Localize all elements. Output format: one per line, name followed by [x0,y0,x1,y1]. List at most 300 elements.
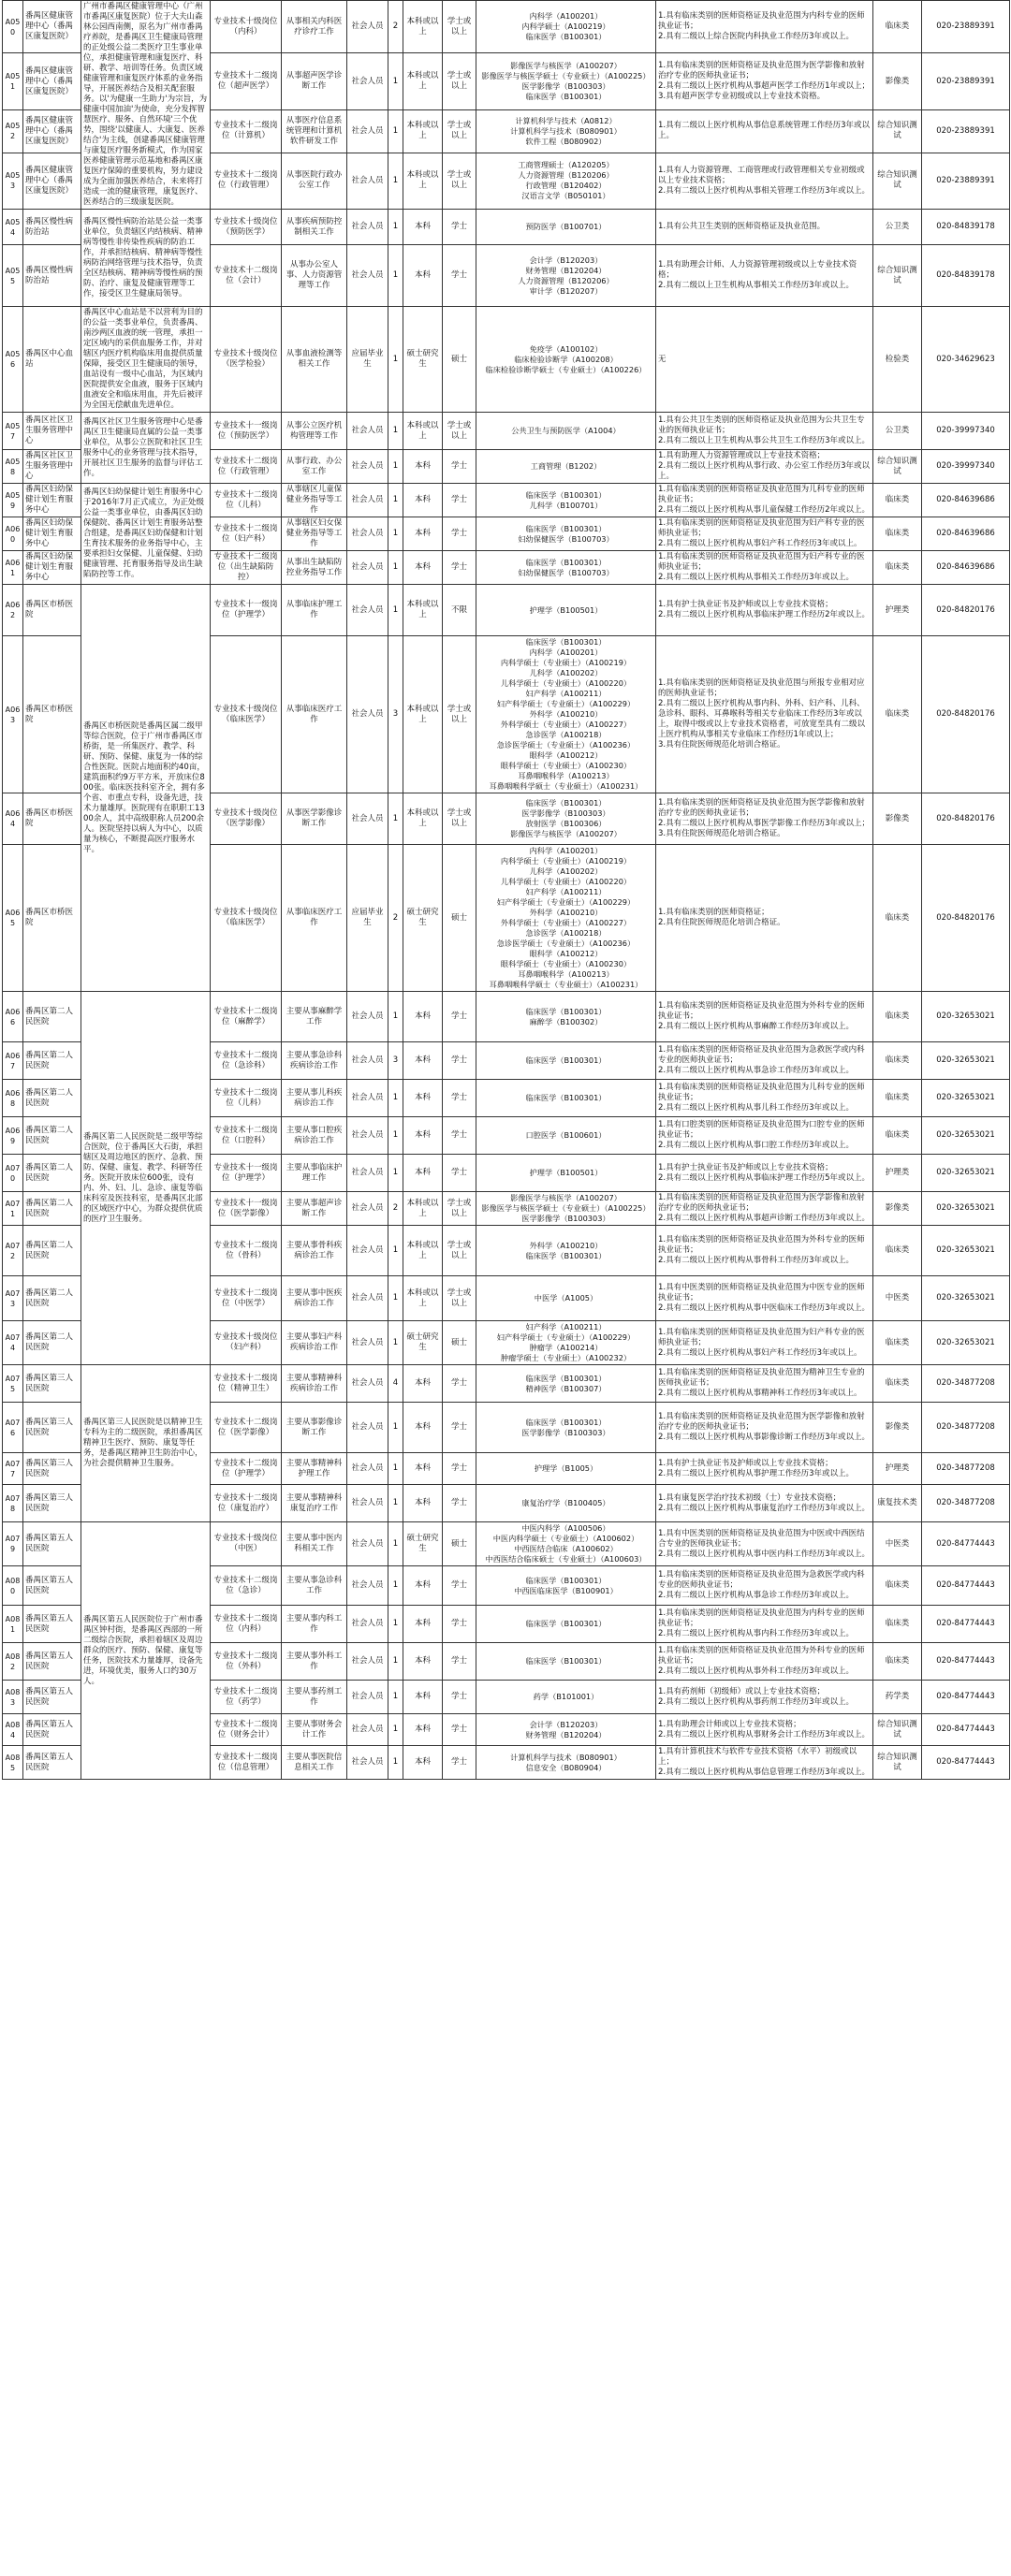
count-cell: 1 [388,1226,403,1276]
major-cell: 外科学（A100210） 临床医学（B100301） [476,1226,656,1276]
duty-cell: 主要从事中医疾病诊治工作 [282,1276,347,1321]
degree-cell: 学士或以上 [443,636,476,793]
unit-name-cell: 番禺区第三人民医院 [23,1403,81,1453]
exam-type-cell: 临床类 [873,636,922,793]
degree-cell: 学士或以上 [443,793,476,845]
post-name-cell: 专业技术十级岗位（临床医学） [211,845,282,992]
count-cell: 1 [388,1566,403,1606]
post-name-cell: 专业技术十二级岗位（财务会计） [211,1714,282,1746]
unit-name-cell: 番禺区第五人民医院 [23,1681,81,1714]
degree-cell: 学士 [443,1080,476,1117]
post-name-cell: 专业技术十一级岗位（预防医学） [211,413,282,450]
degree-cell: 学士 [443,1485,476,1522]
phone-cell: 020-23889391 [922,153,1010,209]
education-cell: 硕士研究生 [403,1321,443,1365]
unit-name-cell: 番禺区妇幼保健计划生育服务中心 [23,517,81,551]
requirement-cell: 1.具有临床类别的医师资格证及执业范围为急救医学或内科专业的医师执业证书； 2.具有二级以上医疗机构从事急诊工作经历3年或以上。 [656,1042,873,1080]
education-cell: 本科 [403,1566,443,1606]
exam-type-cell: 综合知识测试 [873,109,922,153]
post-code-cell: A077 [3,1453,23,1485]
post-name-cell: 专业技术十一级岗位（护理学） [211,1155,282,1192]
target-cell: 社会人员 [347,1276,388,1321]
phone-cell: 020-84639686 [922,484,1010,517]
degree-cell: 学士 [443,1042,476,1080]
unit-name-cell: 番禺区健康管理中心（番禺区康复医院） [23,109,81,153]
phone-cell: 020-84774443 [922,1606,1010,1643]
phone-cell: 020-32653021 [922,1155,1010,1192]
degree-cell: 学士 [443,551,476,585]
unit-name-cell: 番禺区第二人民医院 [23,1226,81,1276]
major-cell: 预防医学（B100701） [476,210,656,245]
requirement-cell: 无 [656,307,873,413]
education-cell: 本科 [403,210,443,245]
major-cell: 临床医学（B100301） 麻醉学（B100302） [476,992,656,1042]
education-cell: 本科或以上 [403,636,443,793]
major-cell: 妇产科学（A100211） 妇产科学硕士（专业硕士）（A100229） 肿瘤学（A100214） 肿瘤学硕士（专业硕士）（A100232） [476,1321,656,1365]
phone-cell: 020-39997340 [922,450,1010,484]
post-name-cell: 专业技术十二级岗位（口腔科） [211,1117,282,1155]
post-name-cell: 专业技术十级岗位（预防医学） [211,210,282,245]
post-code-cell: A083 [3,1681,23,1714]
target-cell: 社会人员 [347,53,388,109]
count-cell: 1 [388,585,403,636]
post-code-cell: A063 [3,636,23,793]
requirement-cell: 1.具有临床类别的医师资格证及执业范围为外科专业的医师执业证书； 2.具有二级以上医疗机构从事骨科工作经历3年或以上。 [656,1226,873,1276]
post-name-cell: 专业技术十级岗位（临床医学） [211,636,282,793]
requirement-cell: 1.具有公共卫生类别的医师资格证及执业范围。 [656,210,873,245]
phone-cell: 020-32653021 [922,1117,1010,1155]
count-cell: 3 [388,1042,403,1080]
degree-cell: 学士 [443,484,476,517]
major-cell: 护理学（B100501） [476,585,656,636]
post-code-cell: A066 [3,992,23,1042]
major-cell: 内科学（A100201） 内科学硕士（专业硕士）（A100219） 儿科学（A100202） 儿科学硕士（专业硕士）（A100220） 妇产科学（A100211） 妇产科学硕士（专业硕士）（A100229） 外科学（A100210） 外科学硕士（专业硕士）（A100227） 急诊医学（A100218） 急诊医学硕士（专业硕士）（A100236） 眼科学（A100212） 眼科学硕士（专业硕士）（A100230） 耳鼻咽喉科学（A100213） 耳鼻咽喉科学硕士（专业硕士）（A100231） [476,845,656,992]
degree-cell: 学士或以上 [443,1192,476,1226]
major-cell: 临床医学（B100301） 医学影像学（B100303） 放射医学（B100306） 影像医学与核医学（A100207） [476,793,656,845]
exam-type-cell: 临床类 [873,1643,922,1681]
post-code-cell: A081 [3,1606,23,1643]
phone-cell: 020-84820176 [922,585,1010,636]
target-cell: 应届毕业生 [347,307,388,413]
post-name-cell: 专业技术十二级岗位（信息管理） [211,1746,282,1780]
exam-type-cell: 中医类 [873,1522,922,1566]
phone-cell: 020-84774443 [922,1522,1010,1566]
target-cell: 社会人员 [347,210,388,245]
major-cell: 康复治疗学（B100405） [476,1485,656,1522]
phone-cell: 020-34877208 [922,1453,1010,1485]
phone-cell: 020-84639686 [922,517,1010,551]
phone-cell: 020-32653021 [922,1080,1010,1117]
post-name-cell: 专业技术十二级岗位（麻醉学） [211,992,282,1042]
post-name-cell: 专业技术十二级岗位（急诊科） [211,1042,282,1080]
phone-cell: 020-34629623 [922,307,1010,413]
target-cell: 社会人员 [347,109,388,153]
phone-cell: 020-23889391 [922,53,1010,109]
count-cell: 2 [388,845,403,992]
education-cell: 本科或以上 [403,793,443,845]
duty-cell: 从事行政、办公室工作 [282,450,347,484]
post-code-cell: A080 [3,1566,23,1606]
requirement-cell: 1.具有助理会计师、人力资源管理初级或以上专业技术资格； 2.具有二级以上卫生机构从事相关工作经历3年或以上。 [656,245,873,307]
requirement-cell: 1.具有中医类别的医师资格证及执业范围为中医专业的医师执业证书； 2.具有二级以上医疗机构从事中医临床工作经历3年或以上。 [656,1276,873,1321]
major-cell: 计算机科学与技术（B080901） 信息安全（B080904） [476,1746,656,1780]
post-code-cell: A078 [3,1485,23,1522]
post-name-cell: 专业技术十二级岗位（计算机） [211,109,282,153]
requirement-cell: 1.具有临床类别的医师资格证及执业范围为儿科专业的医师执业证书； 2.具有二级以上医疗机构从事儿童保健工作经历2年或以上。 [656,484,873,517]
requirement-cell: 1.具有临床类别的医师资格证及执业范围与所报专业相对应的医师执业证书； 2.具有二级以上医疗机构从事内科、外科、妇产科、儿科、急诊科、眼科、耳鼻喉科等相关专业临床工作经历3年或以上，取得中级或以上专业技术资格者，可放宽至具有二级以上医疗机构从事相关专业临床工作经历1年或以上； 3.具有住院医师规范化培训合格证。 [656,636,873,793]
duty-cell: 从事相关内科医疗诊疗工作 [282,1,347,53]
unit-name-cell: 番禺区慢性病防治站 [23,210,81,245]
requirement-cell: 1.具有护士执业证书及护师或以上专业技术资格； 2.具有二级以上医疗机构从事临床护理工作经历2年或以上。 [656,585,873,636]
requirement-cell: 1.具有计算机技术与软件专业技术资格（水平）初级或以上； 2.具有二级以上医疗机构从事信息管理工作经历3年或以上。 [656,1746,873,1780]
unit-name-cell: 番禺区第二人民医院 [23,1080,81,1117]
education-cell: 本科 [403,1042,443,1080]
education-cell: 本科 [403,1746,443,1780]
requirement-cell: 1.具有护士执业证书及护师或以上专业技术资格； 2.具有二级以上医疗机构从事护理工作经历3年或以上。 [656,1453,873,1485]
exam-type-cell: 综合知识测试 [873,1746,922,1780]
requirement-cell: 1.具有临床类别的医师资格证及执业范围为外科专业的医师执业证书； 2.具有二级以上医疗机构从事麻醉工作经历3年或以上。 [656,992,873,1042]
education-cell: 本科 [403,1606,443,1643]
education-cell: 本科 [403,1117,443,1155]
target-cell: 社会人员 [347,1453,388,1485]
target-cell: 社会人员 [347,413,388,450]
duty-cell: 从事辖区妇女保健业务指导等工作 [282,517,347,551]
major-cell: 免疫学（A100102） 临床检验诊断学（A100208） 临床检验诊断学硕士（专业硕士）（A100226） [476,307,656,413]
requirement-cell: 1.具有药剂师（初级师）或以上专业技术资格； 2.具有二级以上医疗机构从事药剂工作经历3年或以上。 [656,1681,873,1714]
post-code-cell: A057 [3,413,23,450]
major-cell: 临床医学（B100301） 医学影像学（B100303） [476,1403,656,1453]
table-row [3,210,1010,245]
requirement-cell: 1.具有临床类别的医师资格证及执业范围为儿科专业的医师执业证书； 2.具有二级以上医疗机构从事儿科工作经历3年或以上。 [656,1080,873,1117]
degree-cell: 硕士 [443,1321,476,1365]
phone-cell: 020-23889391 [922,1,1010,53]
requirement-cell: 1.具有中医类别的医师资格证及执业范围为中医或中西医结合专业的医师执业证书； 2.具有二级以上医疗机构从事中医内科工作经历3年或以上。 [656,1522,873,1566]
degree-cell: 硕士 [443,307,476,413]
count-cell: 1 [388,1522,403,1566]
unit-name-cell: 番禺区第二人民医院 [23,1321,81,1365]
phone-cell: 020-84820176 [922,636,1010,793]
unit-intro-cell: 番禺区慢性病防治站是公益一类事业单位，负责辖区内结核病、精神病等慢性非传染性疾病的防治工作，并承担结核病、精神病等慢性病防治网络管理与技术指导，负责全区结核病、精神病等慢性病的预防、治疗、康复及健康管理等工作，接受区卫生健康局领导。 [81,210,211,307]
major-cell: 中医学（A1005） [476,1276,656,1321]
requirement-cell: 1.具有人力资源管理、工商管理或行政管理相关专业初级或以上专业技术资格； 2.具有二级以上医疗机构从事相关管理工作经历3年或以上。 [656,153,873,209]
post-code-cell: A076 [3,1403,23,1453]
exam-type-cell: 临床类 [873,517,922,551]
post-code-cell: A082 [3,1643,23,1681]
post-code-cell: A067 [3,1042,23,1080]
degree-cell: 学士 [443,1566,476,1606]
education-cell: 本科 [403,1714,443,1746]
post-code-cell: A065 [3,845,23,992]
target-cell: 社会人员 [347,1485,388,1522]
post-code-cell: A053 [3,153,23,209]
unit-name-cell: 番禺区第五人民医院 [23,1746,81,1780]
target-cell: 社会人员 [347,1606,388,1643]
target-cell: 社会人员 [347,245,388,307]
count-cell: 1 [388,793,403,845]
phone-cell: 020-23889391 [922,109,1010,153]
major-cell: 内科学（A100201） 内科学硕士（A100219） 临床医学（B100301） [476,1,656,53]
unit-name-cell: 番禺区第五人民医院 [23,1643,81,1681]
requirement-cell: 1.具有临床类别的医师资格证及执业范围为急救医学或内科专业的医师执业证书； 2.具有二级以上医疗机构从事急诊工作经历3年或以上。 [656,1566,873,1606]
duty-cell: 主要从事精神科护理工作 [282,1453,347,1485]
duty-cell: 从事医院行政办公室工作 [282,153,347,209]
education-cell: 本科或以上 [403,413,443,450]
duty-cell: 从事办公室人事、人力资源管理等工作 [282,245,347,307]
exam-type-cell: 影像类 [873,793,922,845]
major-cell: 影像医学与核医学（A100207） 影像医学与核医学硕士（专业硕士）（A100225） 医学影像学（B100303） [476,1192,656,1226]
exam-type-cell: 综合知识测试 [873,245,922,307]
phone-cell: 020-84774443 [922,1746,1010,1780]
unit-name-cell: 番禺区第二人民医院 [23,1155,81,1192]
recruitment-table [2,0,1010,1780]
unit-name-cell: 番禺区第五人民医院 [23,1714,81,1746]
exam-type-cell: 临床类 [873,1042,922,1080]
unit-name-cell: 番禺区第三人民医院 [23,1365,81,1403]
unit-name-cell: 番禺区市桥医院 [23,636,81,793]
education-cell: 本科或以上 [403,109,443,153]
count-cell: 1 [388,551,403,585]
duty-cell: 主要从事超声诊断工作 [282,1192,347,1226]
post-code-cell: A062 [3,585,23,636]
exam-type-cell: 公卫类 [873,210,922,245]
duty-cell: 主要从事口腔疾病诊治工作 [282,1117,347,1155]
requirement-cell: 1.具有临床类别的医师资格证及执业范围为医学影像和放射治疗专业的医师执业证书； 2.具有二级以上医疗机构从事影像诊断工作经历3年或以上。 [656,1403,873,1453]
degree-cell: 学士 [443,210,476,245]
post-name-cell: 专业技术十二级岗位（精神卫生） [211,1365,282,1403]
unit-name-cell: 番禺区第三人民医院 [23,1453,81,1485]
post-code-cell: A054 [3,210,23,245]
post-code-cell: A064 [3,793,23,845]
phone-cell: 020-34877208 [922,1403,1010,1453]
target-cell: 社会人员 [347,1042,388,1080]
phone-cell: 020-32653021 [922,1321,1010,1365]
unit-name-cell: 番禺区妇幼保健计划生育服务中心 [23,551,81,585]
major-cell: 公共卫生与预防医学（A1004） [476,413,656,450]
duty-cell: 主要从事精神科康复治疗工作 [282,1485,347,1522]
duty-cell: 主要从事麻醉学工作 [282,992,347,1042]
unit-name-cell: 番禺区健康管理中心（番禺区康复医院） [23,1,81,53]
post-code-cell: A071 [3,1192,23,1226]
post-name-cell: 专业技术十级岗位（内科） [211,1,282,53]
count-cell: 1 [388,210,403,245]
major-cell: 工商管理硕士（A120205） 人力资源管理（B120206） 行政管理（B120402） 汉语言文学（B050101） [476,153,656,209]
count-cell: 4 [388,1365,403,1403]
education-cell: 本科 [403,484,443,517]
exam-type-cell: 临床类 [873,551,922,585]
requirement-cell: 1.具有临床类别的医师资格证及执业范围为内科专业的医师执业证书； 2.具有二级以上医疗机构从事内科工作经历3年或以上。 [656,1606,873,1643]
post-code-cell: A072 [3,1226,23,1276]
education-cell: 本科 [403,517,443,551]
target-cell: 社会人员 [347,1681,388,1714]
duty-cell: 从事临床护理工作 [282,585,347,636]
requirement-cell: 1.具有临床类别的医师资格证及执业范围为妇产科专业的医师执业证书； 2.具有二级以上医疗机构从事相关工作经历3年或以上。 [656,551,873,585]
post-code-cell: A073 [3,1276,23,1321]
post-code-cell: A059 [3,484,23,517]
count-cell: 1 [388,1485,403,1522]
post-name-cell: 专业技术十二级岗位（外科） [211,1643,282,1681]
degree-cell: 硕士 [443,1522,476,1566]
table-row [3,484,1010,517]
degree-cell: 学士 [443,1117,476,1155]
post-name-cell: 专业技术十级岗位（医学检验） [211,307,282,413]
unit-name-cell: 番禺区健康管理中心（番禺区康复医院） [23,153,81,209]
post-name-cell: 专业技术十二级岗位（急诊） [211,1566,282,1606]
table-row [3,1365,1010,1403]
requirement-cell: 1.具有临床类别的医师资格证及执业范围为内科专业的医师执业证书； 2.具有二级以上综合医院内科执业工作经历3年或以上。 [656,1,873,53]
target-cell: 社会人员 [347,1117,388,1155]
major-cell: 临床医学（B100301） [476,1042,656,1080]
duty-cell: 主要从事妇产科疾病诊治工作 [282,1321,347,1365]
duty-cell: 从事疾病预防控制相关工作 [282,210,347,245]
education-cell: 本科 [403,1155,443,1192]
post-name-cell: 专业技术十二级岗位（会计） [211,245,282,307]
post-code-cell: A058 [3,450,23,484]
count-cell: 1 [388,307,403,413]
target-cell: 社会人员 [347,1080,388,1117]
post-name-cell: 专业技术十二级岗位（行政管理） [211,450,282,484]
education-cell: 本科 [403,1453,443,1485]
major-cell: 护理学（B1005） [476,1453,656,1485]
exam-type-cell: 检验类 [873,307,922,413]
target-cell: 社会人员 [347,517,388,551]
education-cell: 本科 [403,450,443,484]
unit-intro-cell: 番禺区中心血站是不以营利为目的的公益一类事业单位，负责番禺、南沙两区血液的统一管理，承担一定区域内的采供血服务工作，并对辖区内医疗机构临床用血提供质量保障，接受区卫生健康局的领导，血站设有一级中心血站，为区域内医院提供安全血液，服务于区域内血液安全和临床用血，并先后被评为全国无偿献血先进单位。 [81,307,211,413]
degree-cell: 学士 [443,245,476,307]
duty-cell: 主要从事药剂工作 [282,1681,347,1714]
target-cell: 社会人员 [347,1566,388,1606]
requirement-cell: 1.具有公共卫生类别的医师资格证及执业范围为公共卫生专业的医师执业证书； 2.具有二级以上卫生机构从事公共卫生工作经历3年或以上。 [656,413,873,450]
major-cell: 临床医学（B100301） [476,1643,656,1681]
duty-cell: 从事血液检测等相关工作 [282,307,347,413]
duty-cell: 主要从事急诊科工作 [282,1566,347,1606]
target-cell: 社会人员 [347,153,388,209]
duty-cell: 主要从事中医内科相关工作 [282,1522,347,1566]
post-name-cell: 专业技术十二级岗位（中医学） [211,1276,282,1321]
target-cell: 社会人员 [347,450,388,484]
count-cell: 1 [388,517,403,551]
unit-name-cell: 番禺区社区卫生服务管理中心 [23,450,81,484]
phone-cell: 020-34877208 [922,1365,1010,1403]
degree-cell: 学士或以上 [443,153,476,209]
education-cell: 本科或以上 [403,1276,443,1321]
degree-cell: 学士或以上 [443,413,476,450]
degree-cell: 学士 [443,1714,476,1746]
post-name-cell: 专业技术十二级岗位（骨科） [211,1226,282,1276]
phone-cell: 020-84820176 [922,845,1010,992]
target-cell: 社会人员 [347,1643,388,1681]
target-cell: 应届毕业生 [347,845,388,992]
post-code-cell: A084 [3,1714,23,1746]
exam-type-cell: 临床类 [873,1606,922,1643]
target-cell: 社会人员 [347,585,388,636]
major-cell: 临床医学（B100301） 妇幼保健医学（B100703） [476,517,656,551]
unit-intro-cell: 广州市番禺区健康管理中心（广州市番禺区康复医院）位于大夫山森林公园西南侧，原名为广州市番禺疗养院，是番禺区卫生健康局管理的正处级公益二类医疗卫生事业单位，承担健康管理和康复医疗、科研、教学、培训等任务。负责区域健康管理和康复医疗体系的业务指导，开展医养结合及相关配套服务。以'为健康一生助力'为宗旨，为健康中国加油'为使命，充分发挥智慧医疗、服务、自然环境'三个优势，围绕'以健康人、大康复、医养结合'为主线，创建番禺区健康管理与康复医疗服务新模式，作为国家医养健康管理示范基地和番禺区康复医疗保障的重要机构，努力建设成为全面加强医养结合，未来将打造成一流的健康管理，康复医疗、医养结合的三级康复医院。 [81,1,211,210]
target-cell: 社会人员 [347,484,388,517]
exam-type-cell: 影像类 [873,1192,922,1226]
duty-cell: 主要从事财务会计工作 [282,1714,347,1746]
post-name-cell: 专业技术十二级岗位（药学） [211,1681,282,1714]
unit-name-cell: 番禺区妇幼保健计划生育服务中心 [23,484,81,517]
count-cell: 1 [388,413,403,450]
degree-cell: 学士或以上 [443,1276,476,1321]
exam-type-cell: 临床类 [873,1365,922,1403]
major-cell: 护理学（B100501） [476,1155,656,1192]
duty-cell: 主要从事医院信息相关工作 [282,1746,347,1780]
post-code-cell: A075 [3,1365,23,1403]
major-cell: 会计学（B120203） 财务管理（B120204） 人力资源管理（B120206） 审计学（B120207） [476,245,656,307]
count-cell: 1 [388,1276,403,1321]
unit-name-cell: 番禺区第二人民医院 [23,992,81,1042]
duty-cell: 主要从事儿科疾病诊治工作 [282,1080,347,1117]
duty-cell: 主要从事外科工作 [282,1643,347,1681]
requirement-cell: 1.具有口腔类别的医师资格证及执业范围为口腔专业的医师执业证书； 2.具有二级以上医疗机构从事口腔工作经历3年或以上。 [656,1117,873,1155]
unit-name-cell: 番禺区健康管理中心（番禺区康复医院） [23,53,81,109]
post-name-cell: 专业技术十二级岗位（超声医学） [211,53,282,109]
table-row [3,1522,1010,1566]
exam-type-cell: 临床类 [873,1566,922,1606]
unit-intro-cell: 番禺区第五人民医院位于广州市番禺区钟村街，是番禺区西部的一所二级综合医院，承担着辖区及周边群众的医疗、预防、保健、康复等任务，医院技术力量雄厚，设备先进，环境优美，服务人口约30万人。 [81,1522,211,1780]
count-cell: 1 [388,484,403,517]
count-cell: 1 [388,1681,403,1714]
duty-cell: 主要从事急诊科疾病诊治工作 [282,1042,347,1080]
education-cell: 本科 [403,1403,443,1453]
post-name-cell: 专业技术十级岗位（医学影像） [211,793,282,845]
count-cell: 1 [388,153,403,209]
requirement-cell: 1.具有临床类别的医师资格证及执业范围为精神卫生专业的医师执业证书； 2.具有二级以上医疗机构从事精神科工作经历3年或以上。 [656,1365,873,1403]
target-cell: 社会人员 [347,1155,388,1192]
major-cell: 影像医学与核医学（A100207） 影像医学与核医学硕士（专业硕士）（A100225） 医学影像学（B100303） 临床医学（B100301） [476,53,656,109]
count-cell: 1 [388,1453,403,1485]
education-cell: 本科或以上 [403,153,443,209]
post-code-cell: A061 [3,551,23,585]
unit-intro-cell: 番禺区妇幼保健计划生育服务中心于2016年7月正式成立，为正处级公益一类事业单位，由番禺区妇幼保健院、番禺区计划生育服务站整合组建，是番禺区妇幼保健和计划生育技术服务的业务指导中心，主要承担妇女保健、儿童保健、妇幼健康管理、托育服务指导及出生缺陷防控等工作。 [81,484,211,585]
exam-type-cell: 公卫类 [873,413,922,450]
education-cell: 本科或以上 [403,1226,443,1276]
education-cell: 本科 [403,1365,443,1403]
phone-cell: 020-84774443 [922,1643,1010,1681]
count-cell: 1 [388,1746,403,1780]
post-name-cell: 专业技术十级岗位（妇产科） [211,1321,282,1365]
target-cell: 社会人员 [347,1192,388,1226]
count-cell: 1 [388,1080,403,1117]
target-cell: 社会人员 [347,1714,388,1746]
major-cell: 药学（B101001） [476,1681,656,1714]
phone-cell: 020-84839178 [922,210,1010,245]
exam-type-cell: 影像类 [873,1403,922,1453]
post-code-cell: A052 [3,109,23,153]
exam-type-cell: 临床类 [873,1,922,53]
post-name-cell: 专业技术十级岗位（中医） [211,1522,282,1566]
exam-type-cell: 影像类 [873,53,922,109]
major-cell: 临床医学（B100301） 妇幼保健医学（B100703） [476,551,656,585]
degree-cell: 学士 [443,1643,476,1681]
degree-cell: 学士 [443,1155,476,1192]
count-cell: 1 [388,245,403,307]
exam-type-cell: 临床类 [873,1321,922,1365]
exam-type-cell: 康复技术类 [873,1485,922,1522]
unit-intro-cell: 番禺区市桥医院是番禺区属二级甲等综合医院，位于广州市番禺区市桥街，是一所集医疗、教学、科研、预防、保健、康复为一体的综合性医院。医院占地面积约40亩，建筑面积约9万平方米，开放床位800张。临床医技科室齐全，拥有多个省、市重点专科，设备先进，技术力量雄厚。医院现有在职职工1300余人，其中高级职称人员200余人。医院坚持以病人为中心，以质量为核心，不断提高医疗服务水平。 [81,585,211,992]
education-cell: 硕士研究生 [403,307,443,413]
unit-name-cell: 番禺区市桥医院 [23,845,81,992]
major-cell: 口腔医学（B100601） [476,1117,656,1155]
exam-type-cell: 综合知识测试 [873,1714,922,1746]
unit-intro-cell: 番禺区第三人民医院是以精神卫生专科为主的二级医院，承担番禺区精神卫生医疗、预防、康复等任务，是番禺区精神卫生防治中心，为社会提供精神卫生服务。 [81,1365,211,1522]
duty-cell: 主要从事骨科疾病诊治工作 [282,1226,347,1276]
table-row [3,585,1010,636]
education-cell: 本科 [403,551,443,585]
unit-intro-cell: 番禺区社区卫生服务管理中心是番禺区卫生健康局直属的公益一类事业单位，从事公立医院和社区卫生服务中心的业务管理与技术指导，开展社区卫生服务的监督与评估工作。 [81,413,211,484]
unit-name-cell: 番禺区第二人民医院 [23,1192,81,1226]
